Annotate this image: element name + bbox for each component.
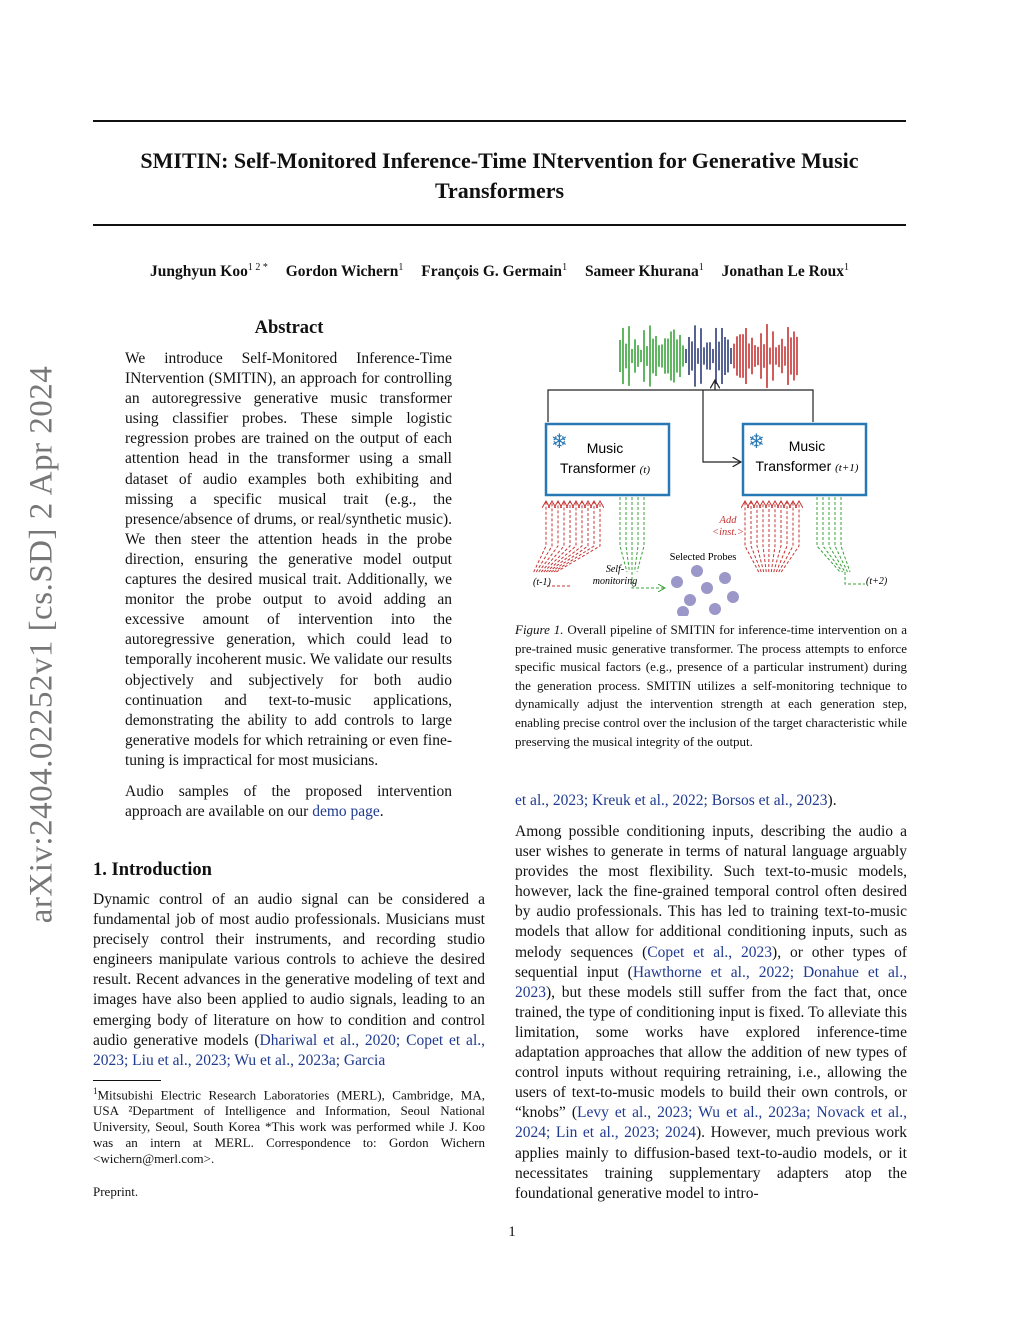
output-connector <box>548 390 813 422</box>
probe-dot <box>671 576 683 588</box>
probe-dot <box>684 594 696 606</box>
probe-dot <box>709 603 721 615</box>
add-inst-label-1: Add <box>719 515 737 526</box>
attention-head-line <box>771 501 775 572</box>
selected-probes <box>671 565 739 616</box>
next-step-arrow <box>703 390 741 462</box>
probe-dot <box>691 565 703 577</box>
paper-title <box>93 146 906 206</box>
author: Gordon Wichern$^1$ <box>285 262 404 281</box>
citation-link[interactable]: Copet et al., 2023 <box>647 943 773 961</box>
intro-paragraph-2: Among possible conditioning inputs, describing the audio a user wishes to generate in terms of natural language arguably provides the most flexibility. Such text-to-music models, however, lack the fine-grained temporal control often desired by audio professionals. This has led to training text-to-music models that allow for additional conditioning inputs, such as melody sequences (Copet et al., 2023), or other types of sequential input (Hawthorne et al., 2022; Donahue et al., 2023), but these models still suffer from the fact that, once trained, the type of conditioning input is fixed. To alleviate this limitation, some works have explored inference-time adaptation approaches that allow the addition of new types of control inputs without requiring retraining, i.e., allowing the users of text-to-music models to build their own controls, or “knobs” (Levy et al., 2023; Wu et al., 2023a; Novack et al., 2024; Lin et al., 2023; 2024). However, much previous work applies mainly to diffusion-based text-to-audio models, or it necessitates training supplementary adapters atop the foundational generative model to intro- <box>515 823 908 1202</box>
attention-head-line <box>549 501 582 572</box>
attention-head-line <box>635 497 639 572</box>
probe-dot <box>701 582 713 594</box>
author: Sameer Khurana$^1$ <box>584 262 704 281</box>
feed-line <box>845 572 865 584</box>
intro-paragraph-1: Dynamic control of an audio signal can be considered a fundamental job of most audio professionals. Musicians must precisely control their instruments, and recording studio engineers manipulate various controls to achieve the desired result. Recent advances in the generative modeling of text and images have also been applied to audio signals, leading to an emerging body of literature on how to condition and control audio generative models (Dhariwal et al., 2020; Copet et al., 2023; Liu et al., 2023; Wu et al., 2023a; Garcia <box>93 891 485 1069</box>
abstract-body <box>125 349 452 822</box>
citation-link[interactable]: Dhariwal et al., 2020; Copet et al., 2023; Liu et al., 2023; Wu et al., 2023a; Garcia <box>93 1031 485 1069</box>
attention-head-line <box>751 501 761 572</box>
abstract-paragraph: We introduce Self-Monitored Inference-Time INtervention (SMITIN), an approach for controlling an autoregressive generative music transformer using classifier probes. These simple logistic regression probes are trained on the output of each attention head in the transformer using a small dataset of audio examples both exhibiting and missing a specific musical trait (e.g., the presence/absence of drums, or real/synthetic music). We then steer the attention heads in the probe direction, ensuring the generative model output captures the desired musical trait. Additionally, we monitor the probe output to avoid adding an excessive amount of intervention into the autoregressive generation, which could lead to temporally incoherent music. We validate our results objectively and subjectively for both audio continuation and text-to-music applications, demonstrating the ability to add controls to large generative models for which retraining or even fine-tuning is impractical for most musicians. <box>125 350 452 769</box>
citation-link[interactable]: Levy et al., 2023; Wu et al., 2023a; Novack et al., 2024; Lin et al., 2023; 2024 <box>515 1104 908 1142</box>
attention-head-line <box>626 497 630 572</box>
arxiv-stamp: arXiv:2404.02252v1 [cs.SD] 2 Apr 2024 <box>23 365 60 924</box>
footnote-rule <box>93 1080 161 1081</box>
top-rule <box>93 120 906 122</box>
svg-text:Transformer (t): Transformer (t) <box>560 460 650 476</box>
author: Jonathan Le Roux$^1$ <box>721 262 849 281</box>
waveform-output <box>620 324 797 388</box>
probe-dot <box>719 572 731 584</box>
section-heading-introduction: 1. Introduction <box>93 860 212 880</box>
t-plus2-label: (t+2) <box>866 576 888 587</box>
title-bottom-rule <box>93 224 906 226</box>
citation-link[interactable]: Hawthorne et al., 2022; Donahue et al., 2023 <box>515 963 907 1001</box>
snowflake-icon: ❄ <box>551 431 568 453</box>
abstract-demo-paragraph: Audio samples of the proposed intervention approach are available on our demo page. <box>125 782 452 821</box>
attention-head-line <box>544 501 570 572</box>
title-line-2: Transformers <box>434 178 565 203</box>
author-list <box>93 262 906 281</box>
attention-head-line <box>541 501 564 572</box>
page-number: 1 <box>508 1224 516 1240</box>
svg-text:Transformer (t+1): Transformer (t+1) <box>755 458 859 474</box>
t-minus-label: (t-1) <box>533 577 551 588</box>
author: Junghyun Koo$^{1 2 *}$ <box>150 262 268 281</box>
caption-label: Figure 1. <box>515 622 564 637</box>
self-monitoring-label-1: Self- <box>605 564 625 575</box>
demo-page-link[interactable]: demo page <box>312 803 380 821</box>
add-inst-label-2: <inst.> <box>712 527 744 538</box>
title-line-1: SMITIN: Self-Monitored Inference-Time INtervention for Generative Music <box>140 148 859 173</box>
attention-head-line <box>534 501 546 572</box>
attention-head-line <box>546 501 576 572</box>
selected-probes-label: Selected Probes <box>669 552 737 563</box>
attention-head-line <box>781 501 799 572</box>
preprint-note: Preprint. <box>93 1184 139 1199</box>
citation-link[interactable]: et al., 2023; Kreuk et al., 2022; Borsos et al., 2023 <box>515 792 828 809</box>
snowflake-icon: ❄ <box>748 431 765 453</box>
attention-head-line <box>763 501 766 572</box>
probe-dot <box>727 591 739 603</box>
figure-pipeline <box>515 316 907 616</box>
footnote: $^1$Mitsubishi Electric Research Laboratories (MERL), Cambridge, MA, USA ²Department of Intelligence and Information, Seoul National University, Seoul, South Korea *This work was performed while J. Koo was an intern at MERL. Correspondence to: Gordon Wichern <wichern@merl.com>. <box>93 1086 485 1167</box>
intro-paragraph-1-continued: et al., 2023; Kreuk et al., 2022; Borsos et al., 2023). <box>515 792 837 809</box>
attention-head-line <box>776 501 787 572</box>
abstract-heading: Abstract <box>254 318 324 338</box>
self-monitoring-label-2: monitoring <box>592 576 638 587</box>
figure-caption: Figure 1. Overall pipeline of SMITIN for inference-time intervention on a pre-trained music generative transformer. The process attempts to enforce specific musical factors (e.g., presence of a particular instrument) during the generation process. SMITIN utilizes a self-monitoring technique to dynamically adjust the intervention strength at each generation step, enabling precise control over the inclusion of the target characteristic while preserving the musical integrity of the output. <box>515 622 907 749</box>
attention-head-line <box>823 497 843 572</box>
box2-line1: Music <box>788 438 826 454</box>
box1-line1: Music <box>586 440 624 456</box>
probe-dot <box>677 606 689 616</box>
author: François G. Germain$^1$ <box>421 262 568 281</box>
